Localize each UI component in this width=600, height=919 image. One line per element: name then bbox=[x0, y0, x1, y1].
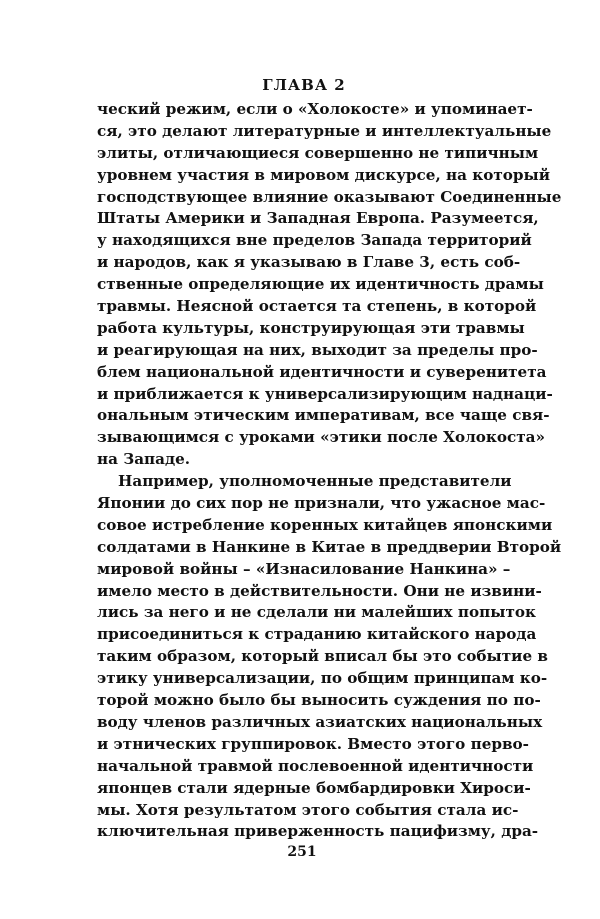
text-line: ональным этическим императивам, все чаще свя- bbox=[97, 406, 550, 425]
text-line: имело место в действительности. Они не извини- bbox=[97, 581, 542, 600]
text-line: ственные определяющие их идентичность драмы bbox=[97, 275, 544, 294]
text-line: работа культуры, конструирующая эти травмы bbox=[97, 318, 525, 337]
text-line: уровнем участия в мировом дискурсе, на который bbox=[97, 165, 551, 184]
text-line: блем национальной идентичности и суверенитета bbox=[97, 362, 547, 381]
text-line: и этнических группировок. Вместо этого перво- bbox=[97, 734, 529, 753]
text-line: травмы. Неясной остается та степень, в которой bbox=[97, 297, 537, 316]
text-line: у находящихся вне пределов Запада территорий bbox=[97, 231, 532, 250]
text-line: таким образом, который вписал бы это событие в bbox=[97, 647, 548, 666]
text-line: господствующее влияние оказывают Соединенные bbox=[97, 187, 562, 206]
text-line: Например, уполномоченные представители bbox=[118, 472, 512, 491]
text-line: Штаты Америки и Западная Европа. Разумеется, bbox=[97, 209, 539, 228]
text-line: ческий режим, если о «Холокосте» и упоминает- bbox=[97, 100, 533, 118]
page-number: 251 bbox=[287, 844, 317, 860]
text-line: воду членов различных азиатских национальных bbox=[97, 712, 543, 731]
text-line: зывающимся с уроками «этики после Холокоста» bbox=[97, 428, 546, 447]
text-line: и народов, как я указываю в Главе 3, есть соб- bbox=[97, 253, 521, 272]
text-line: лись за него и не сделали ни малейших попыток bbox=[97, 603, 536, 622]
text-line: совое истребление коренных китайцев японскими bbox=[97, 515, 553, 534]
text-line: присоединиться к страданию китайского народа bbox=[97, 625, 537, 644]
text-line: Японии до сих пор не признали, что ужасное мас- bbox=[97, 494, 546, 513]
text-line: этику универсализации, по общим принципам ко- bbox=[97, 669, 548, 688]
text-line: торой можно было бы выносить суждения по по- bbox=[97, 691, 541, 710]
text-line: начальной травмой послевоенной идентичности bbox=[97, 756, 534, 775]
text-line: ся, это делают литературные и интеллектуальные bbox=[97, 121, 552, 140]
chapter-header: ГЛАВА 2 bbox=[262, 76, 346, 94]
text-line: мировой войны – «Изнасилование Нанкина» – bbox=[97, 559, 511, 578]
text-line: мы. Хотя результатом этого события стала ис- bbox=[97, 800, 519, 819]
text-line: и приближается к универсализирующим наднаци- bbox=[97, 384, 553, 403]
text-line: ключительная приверженность пацифизму, дра- bbox=[97, 822, 539, 841]
text-line: и реагирующая на них, выходит за пределы про- bbox=[97, 340, 538, 359]
text-line: солдатами в Нанкине в Китае в преддверии Второй bbox=[97, 537, 562, 556]
text-line: на Западе. bbox=[97, 450, 191, 469]
body-text bbox=[97, 99, 562, 843]
text-line: японцев стали ядерные бомбардировки Хироси- bbox=[97, 778, 531, 797]
text-line: элиты, отличающиеся совершенно не типичным bbox=[97, 143, 539, 162]
